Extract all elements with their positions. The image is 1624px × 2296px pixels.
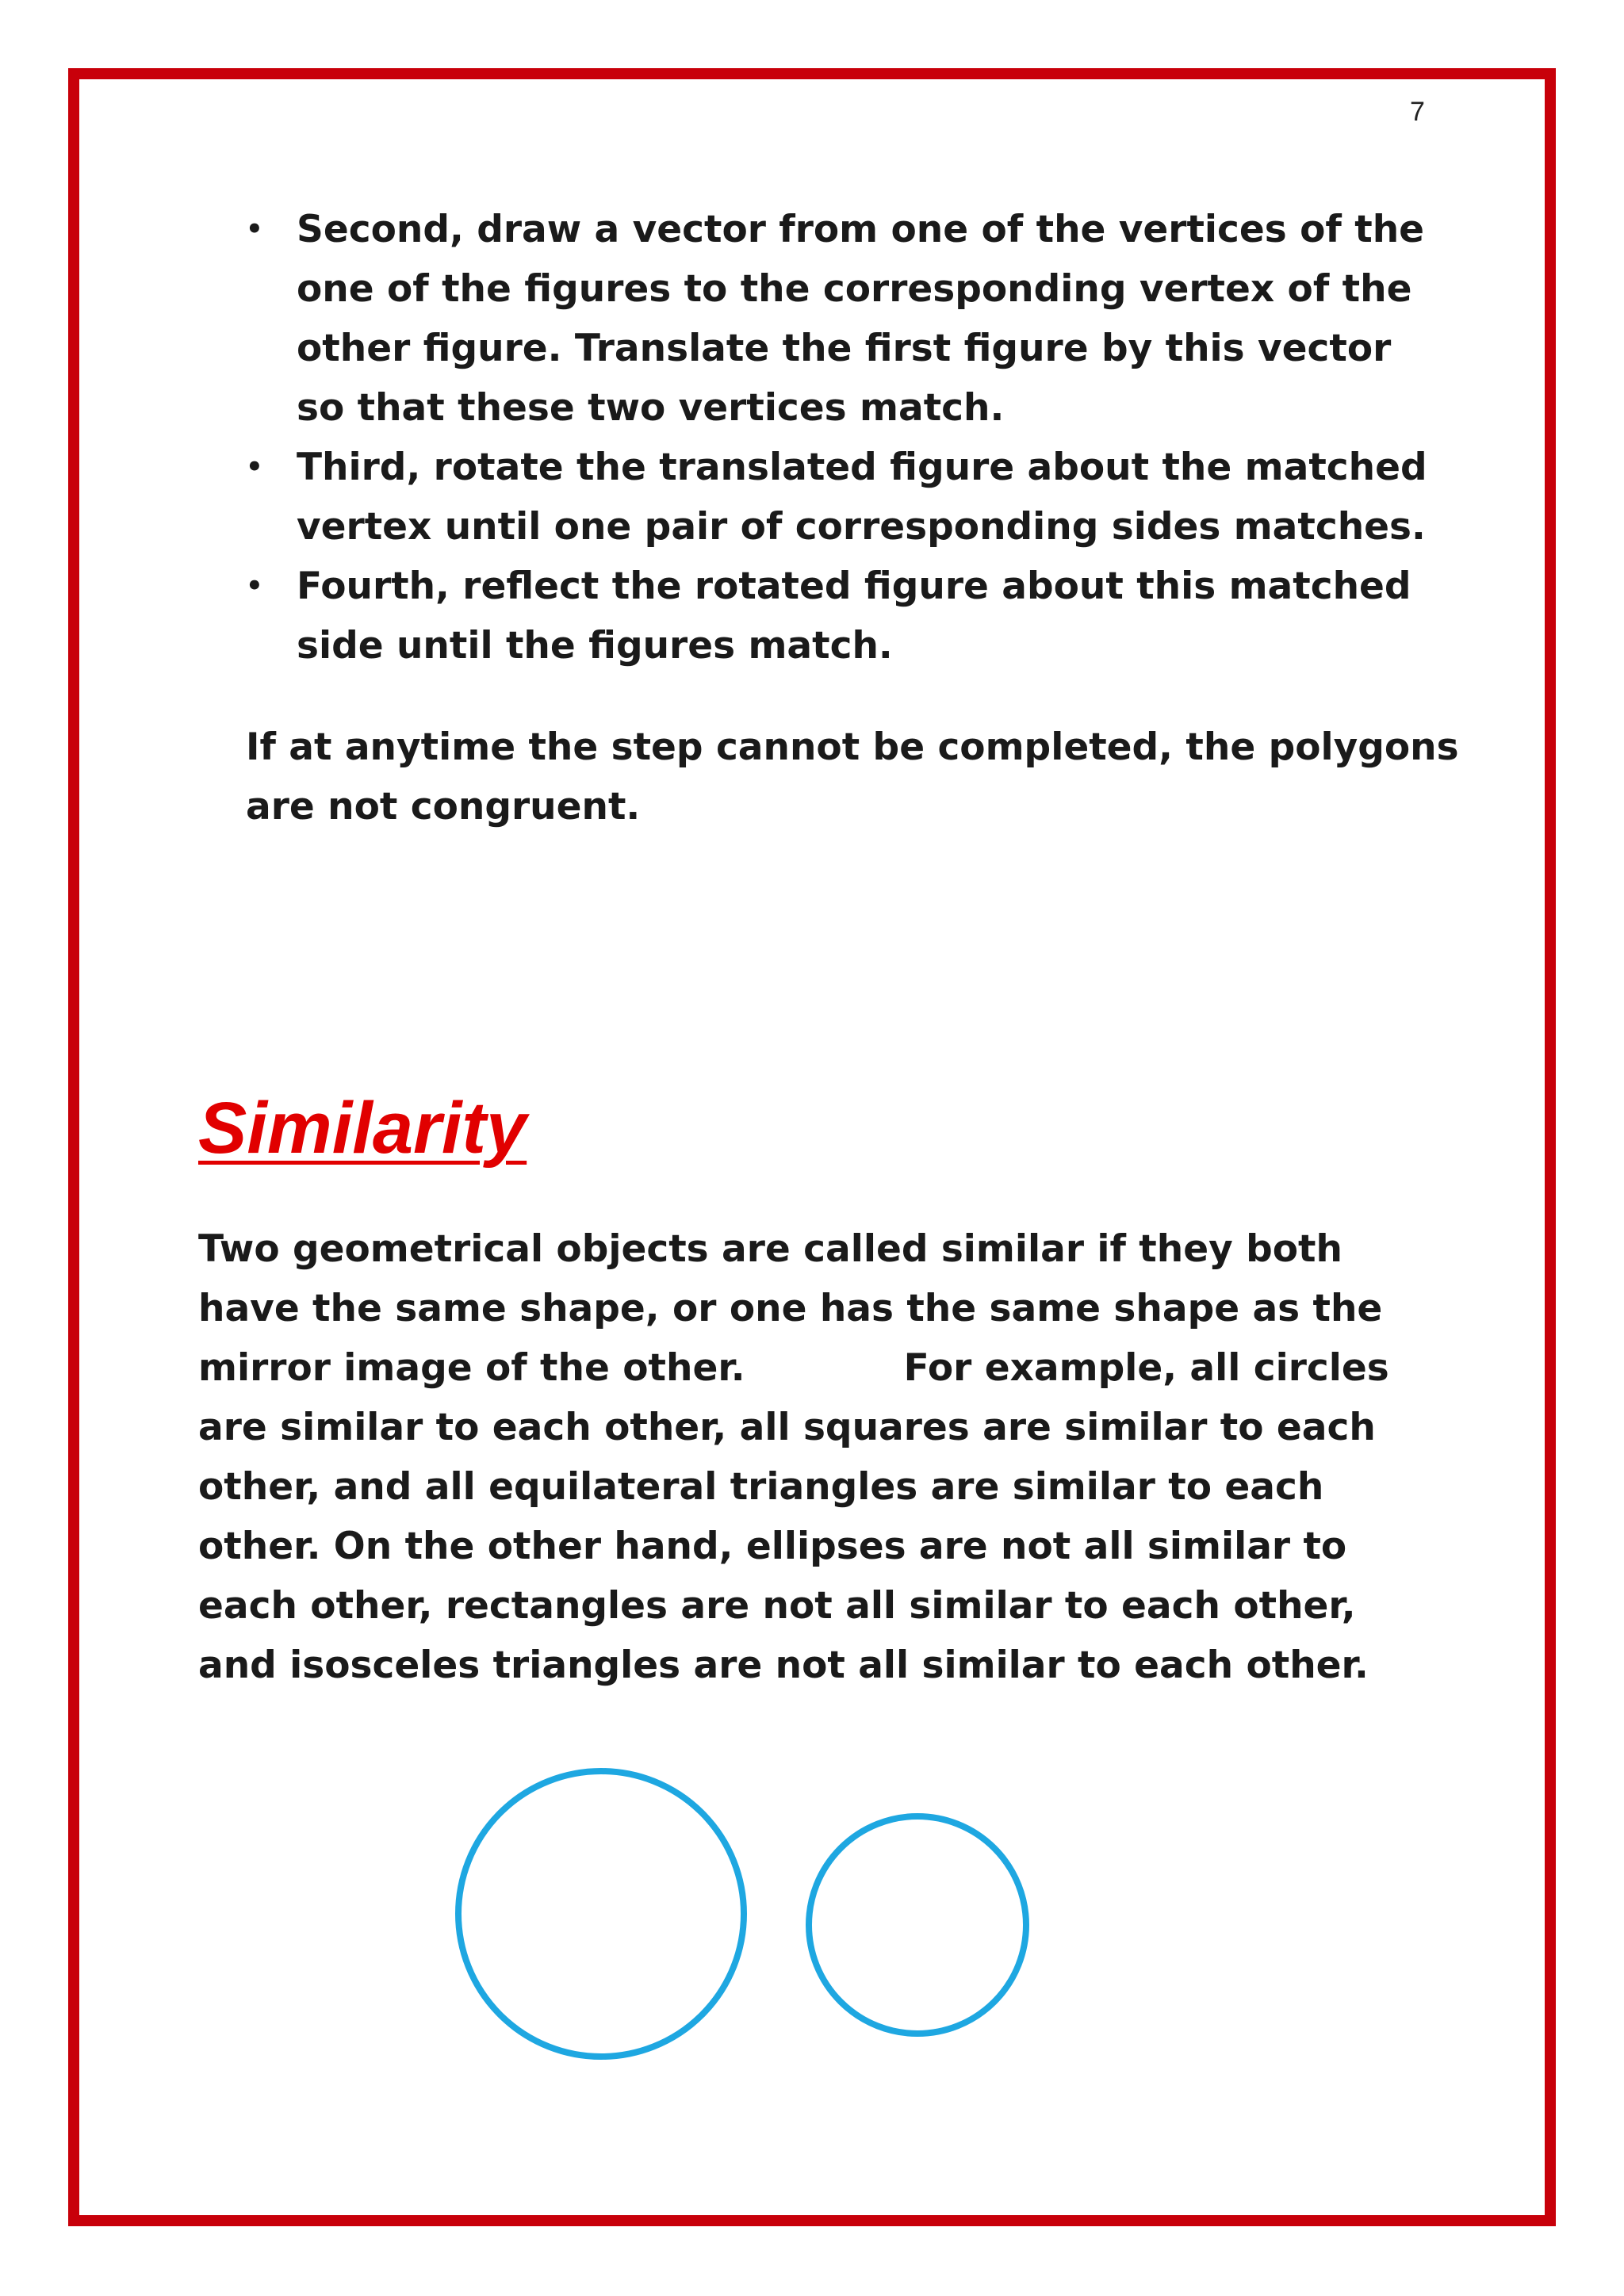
list-item (246, 200, 1451, 438)
congruence-steps-list (246, 200, 1451, 675)
bullet-icon: • (246, 570, 263, 602)
similarity-paragraph (198, 1219, 1435, 1695)
bullet-icon: • (246, 213, 263, 245)
paragraph-part-2: For example, all circles are similar to each other, all squares are similar to each other, and all equilateral triangles are similar to each other. On the other hand, ellipses are not all similar to each other, rectangles are not all similar to each other, and isosceles triangles are not all similar to each other. (198, 1346, 1389, 1687)
section-heading: Similarity (198, 1088, 527, 1169)
page-number: 7 (1410, 97, 1425, 127)
bullet-icon: • (246, 451, 263, 483)
congruence-note: If at anytime the step cannot be completed, the polygons are not congruent. (246, 725, 1459, 828)
step-text: Second, draw a vector from one of the vertices of the one of the figures to the corresponding vertex of the other figure. Translate the first figure by this vector so that these two vertices match. (297, 208, 1425, 430)
list-item (246, 557, 1451, 675)
paragraph-part-1: Two geometrical objects are called similar if they both have the same shape, or one has the same shape as the mirror image of the other. (198, 1227, 1383, 1390)
step-text: Third, rotate the translated figure about the matched vertex until one pair of corresponding sides matches. (297, 446, 1427, 549)
step-text: Fourth, reflect the rotated figure about this matched side until the figures match. (297, 564, 1411, 668)
list-item (246, 438, 1451, 557)
